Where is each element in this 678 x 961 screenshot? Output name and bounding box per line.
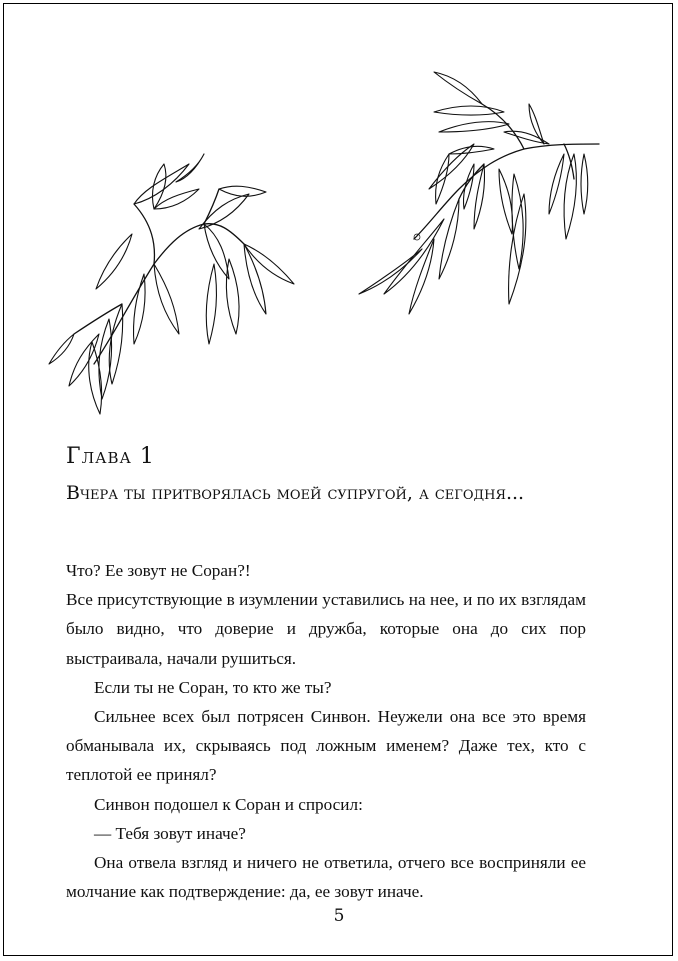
paragraph: — Тебя зовут иначе? xyxy=(94,823,246,843)
book-page xyxy=(3,3,673,956)
chapter-subtitle: Вчера ты притворялась моей супругой, а сегодня... xyxy=(66,482,525,504)
willow-branch-left-icon xyxy=(49,154,294,414)
willow-branches-illustration xyxy=(4,4,674,434)
paragraph: Что? Ее зовут не Соран?! xyxy=(66,561,251,580)
paragraph: Если ты не Соран, то кто же ты? xyxy=(94,677,332,697)
paragraph: Все присутствующие в изумлении уставились на нее, и по их взглядам было видно, что доверие и дружба, которые она до сих пор выстраивала, начали рушиться. xyxy=(66,590,586,668)
willow-branch-right-icon xyxy=(359,72,599,314)
paragraph: Она отвела взгляд и ничего не ответила, отчего все восприняли ее молчание как подтверждение: да, ее зовут иначе. xyxy=(66,853,586,902)
page-number: 5 xyxy=(333,906,345,926)
chapter-heading: Глава 1 xyxy=(66,444,155,469)
paragraph: Синвон подошел к Соран и спросил: xyxy=(94,794,363,814)
paragraph: Сильнее всех был потрясен Синвон. Неужели она все это время обманывала их, скрываясь под ложным именем? Даже тех, кто с теплотой ее принял? xyxy=(66,707,586,785)
chapter-text xyxy=(66,556,586,906)
